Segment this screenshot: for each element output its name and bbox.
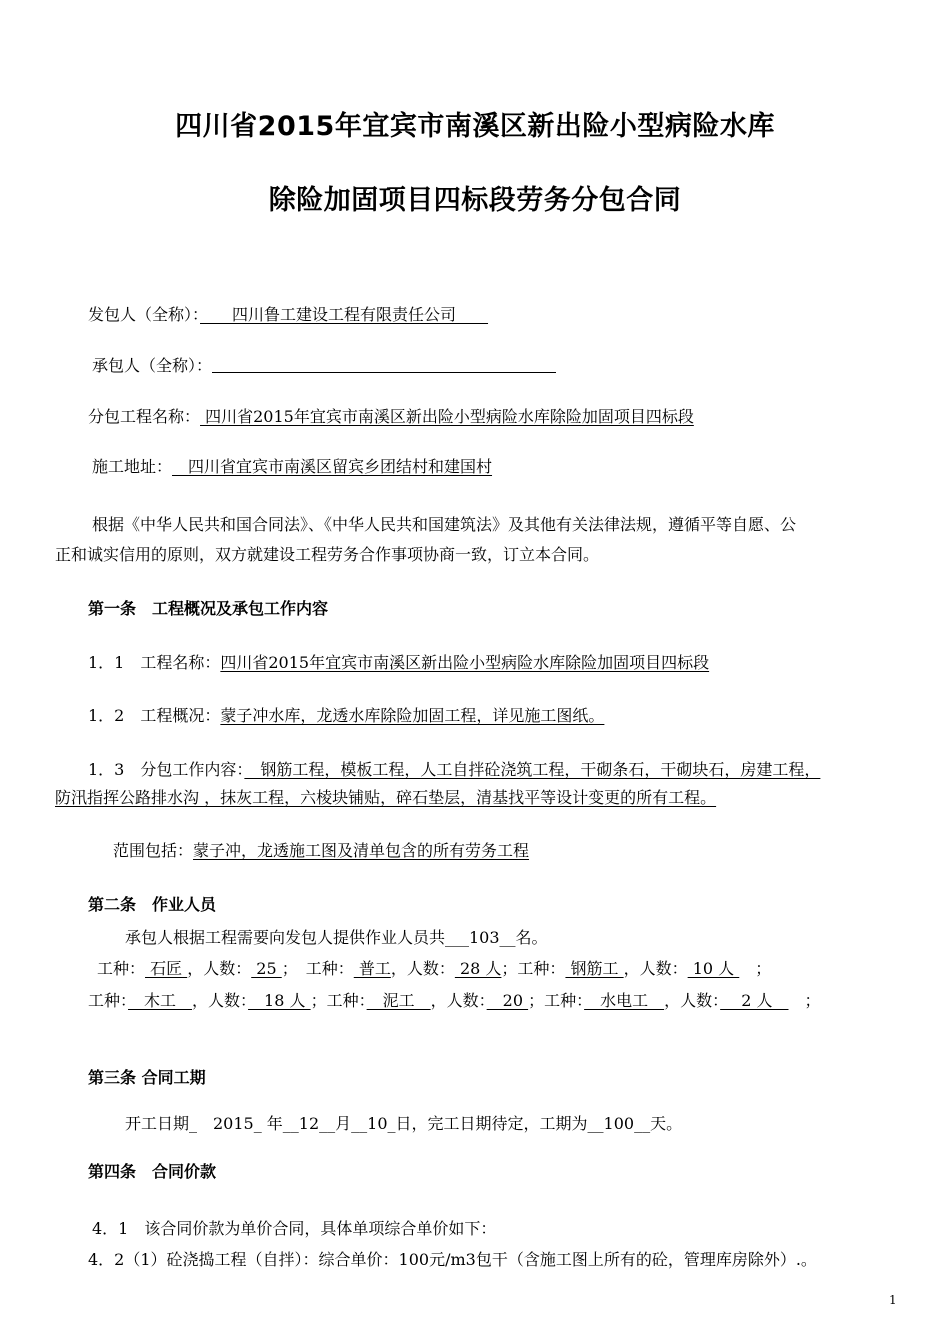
clause-1-2 <box>88 705 890 727</box>
contractor-label: 承包人（全称）： <box>92 356 213 375</box>
site-value: 四川省宜宾市南溪区留宾乡团结村和建国村 <box>172 457 493 476</box>
clause-1-1-value: 四川省2015年宜宾市南溪区新出险小型病险水库除险加固项目四标段 <box>220 653 710 672</box>
clause-1-3-value-1: 钢筋工程，模板工程，人工自拌砼浇筑工程，干砌条石，干砌块石，房建工程， <box>244 760 821 779</box>
clause-4-2: 4．2（1）砼浇捣工程（自拌）：综合单价：100元/m3包干（含施工图上所有的砼，管理库房除外）.。 <box>88 1250 817 1269</box>
workers-row-1 <box>97 958 771 980</box>
trade-mason: 石匠 <box>145 959 188 978</box>
trade-label: 工种： <box>97 959 146 978</box>
count-label: ，人数： <box>623 959 688 978</box>
trade-steelworker: 钢筋工 <box>565 959 624 978</box>
site-label: 施工地址： <box>92 457 173 476</box>
schedule-line: 开工日期_ 2015_ 年__12__月__10_日，完工日期待定，工期为__100__天。 <box>125 1114 683 1133</box>
row-end: ； <box>739 959 772 978</box>
clause-1-2-value: 蒙子冲水库，龙透水库除险加固工程，详见施工图纸。 <box>220 706 605 725</box>
workers-intro: 承包人根据工程需要向发包人提供作业人员共___103__名。 <box>125 928 548 947</box>
trade-electrician: 水电工 <box>584 991 665 1010</box>
count-label: ，人数： <box>664 991 721 1010</box>
count-label: ，人数： <box>192 991 249 1010</box>
title-line-2: 除险加固项目四标段劳务分包合同 <box>268 185 682 216</box>
contractor-blank <box>212 356 556 373</box>
scope-value: 蒙子冲，龙透施工图及清单包含的所有劳务工程 <box>193 841 530 860</box>
page-number: 1 <box>889 1293 897 1307</box>
clause-1-3-cont <box>55 787 897 809</box>
trade-label: ；工种： <box>528 991 585 1010</box>
employer-label: 发包人（全称）： <box>88 305 201 324</box>
count-steelworker: 10 人 <box>687 959 740 978</box>
count-plasterer: 20 <box>486 991 529 1010</box>
count-mason: 25 <box>251 959 282 978</box>
row-end: ； <box>788 991 821 1010</box>
article-1-heading: 第一条 工程概况及承包工作内容 <box>88 599 329 618</box>
clause-1-3-value-2: 防汛指挥公路排水沟 ，抹灰工程，六棱块铺贴，碎石垫层，清基找平等设计变更的所有工程。 <box>55 788 717 807</box>
article-3-heading: 第三条 合同工期 <box>88 1068 206 1087</box>
count-label: ，人数： <box>430 991 487 1010</box>
count-electrician: 2 人 <box>720 991 789 1010</box>
clause-1-1-label: 1．1 工程名称： <box>88 653 221 672</box>
trade-plasterer: 泥工 <box>366 991 431 1010</box>
employer-value: 四川鲁工建设工程有限责任公司 <box>200 305 489 324</box>
clause-1-1 <box>88 652 709 674</box>
project-name-value: 四川省2015年宜宾市南溪区新出险小型病险水库除险加固项目四标段 <box>200 407 694 426</box>
title-line-1: 四川省2015年宜宾市南溪区新出险小型病险水库 <box>175 111 775 142</box>
preamble-line-2: 正和诚实信用的原则，双方就建设工程劳务合作事项协商一致，订立本合同。 <box>55 545 600 564</box>
clause-1-3 <box>88 759 820 781</box>
contractor-line <box>92 355 556 377</box>
trade-label: ；工种： <box>310 991 367 1010</box>
clause-1-3-label: 1．3 分包工作内容： <box>88 760 245 779</box>
trade-laborer: 普工 <box>353 959 391 978</box>
project-name-line <box>88 406 694 428</box>
clause-4-1: 4．1 该合同价款为单价合同，具体单项综合单价如下： <box>92 1219 497 1238</box>
trade-label: ； 工种： <box>281 959 354 978</box>
trade-carpenter: 木工 <box>128 991 193 1010</box>
scope-label: 范围包括： <box>113 841 194 860</box>
count-carpenter: 18 人 <box>248 991 311 1010</box>
trade-label: ；工种： <box>501 959 566 978</box>
scope-line <box>113 840 893 862</box>
trade-label: 工种： <box>88 991 129 1010</box>
employer-line <box>88 304 488 326</box>
workers-row-2 <box>88 990 821 1012</box>
project-name-label: 分包工程名称： <box>88 407 201 426</box>
preamble-line-1: 根据《中华人民共和国合同法》、《中华人民共和国建筑法》及其他有关法律法规，遵循平等自愿、公 <box>92 515 797 534</box>
article-4-heading: 第四条 合同价款 <box>88 1162 217 1181</box>
article-2-heading: 第二条 作业人员 <box>88 895 217 914</box>
site-line <box>92 456 892 478</box>
count-label: ，人数： <box>390 959 455 978</box>
clause-1-2-label: 1．2 工程概况： <box>88 706 221 725</box>
count-laborer: 28 人 <box>454 959 502 978</box>
count-label: ，人数： <box>187 959 252 978</box>
